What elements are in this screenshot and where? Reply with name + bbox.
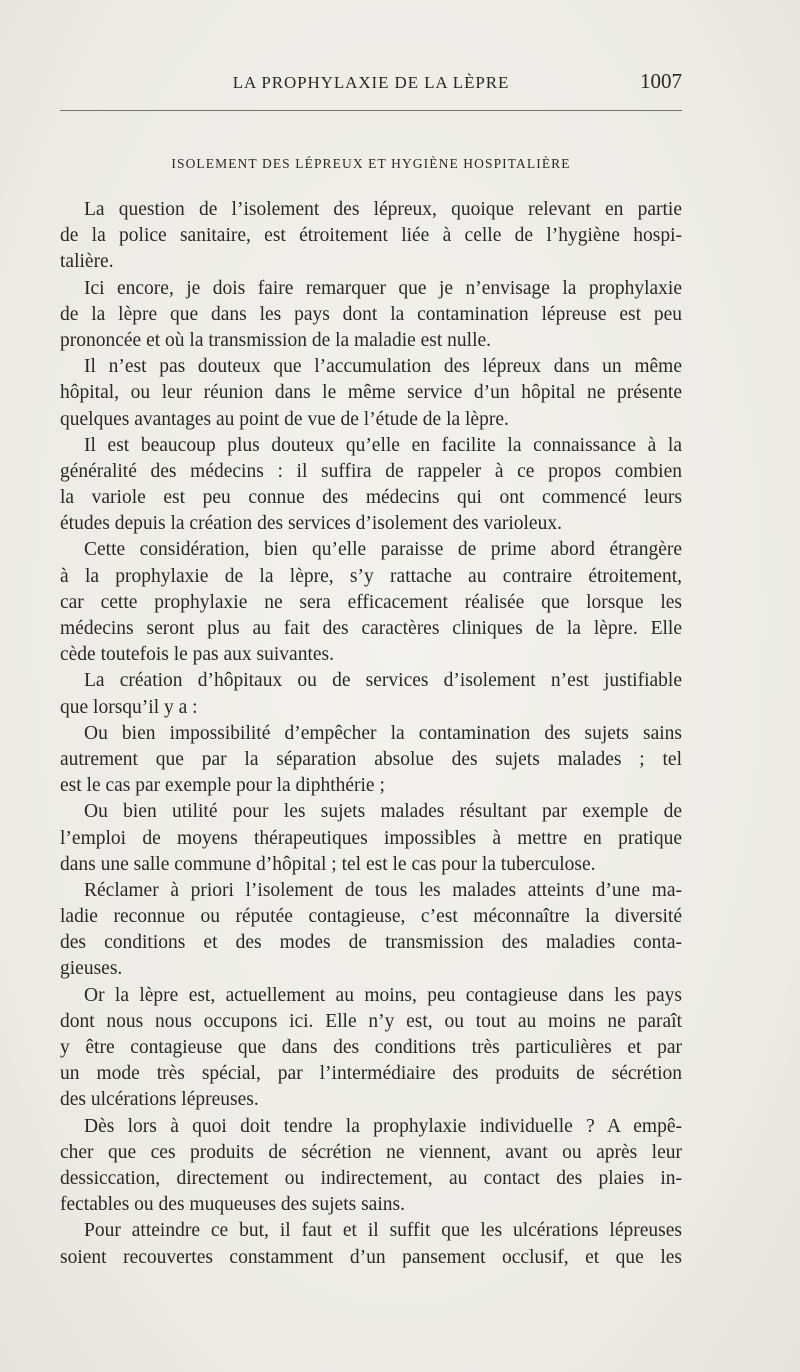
text-line: gieuses. — [60, 958, 123, 980]
text-line: la variole est peu connue des médecins qui ont commencé leurs — [60, 487, 682, 509]
text-line: car cette prophylaxie ne sera efficacement réalisée que lorsque les — [60, 591, 682, 613]
text-line: études depuis la création des services d’isolement des varioleux. — [60, 513, 562, 535]
text-line: dans une salle commune d’hôpital ; tel est le cas pour la tuberculose. — [60, 853, 596, 875]
text-line: La question de l’isolement des lépreux, quoique relevant en partie — [84, 199, 682, 220]
text-line: l’emploi de moyens thérapeutiques impossibles à mettre en pratique — [60, 827, 682, 849]
text-line: quelques avantages au point de vue de l’étude de la lèpre. — [60, 408, 509, 430]
text-line: de la police sanitaire, est étroitement liée à celle de l’hygiène hospi- — [60, 225, 682, 247]
text-line: La création d’hôpitaux ou de services d’isolement n’est justifiable — [84, 670, 682, 692]
text-line: des ulcérations lépreuses. — [60, 1089, 259, 1111]
text-line: que lorsqu’il y a : — [60, 696, 198, 718]
text-line: Dès lors à quoi doit tendre la prophylaxie individuelle ? A empê- — [84, 1115, 682, 1137]
text-line: prononcée et où la transmission de la maladie est nulle. — [60, 329, 492, 351]
section-heading: ISOLEMENT DES LÉPREUX ET HYGIÈNE HOSPITALIÈRE — [171, 156, 571, 171]
text-line: soient recouvertes constamment d’un pansement occlusif, et que les — [60, 1246, 682, 1268]
text-line: fectables ou des muqueuses des sujets sains. — [60, 1194, 405, 1216]
running-title: LA PROPHYLAXIE DE LA LÈPRE — [232, 73, 510, 92]
text-line: Pour atteindre ce but, il faut et il suffit que les ulcérations lépreuses — [84, 1220, 682, 1242]
text-line: hôpital, ou leur réunion dans le même service d’un hôpital ne présente — [60, 382, 682, 404]
text-line: de la lèpre que dans les pays dont la contamination lépreuse est peu — [60, 303, 682, 325]
text-line: talière. — [60, 251, 114, 273]
text-line: dessiccation, directement ou indirectement, au contact des plaies in- — [60, 1167, 682, 1189]
body-text — [60, 197, 682, 1271]
text-line: à la prophylaxie de la lèpre, s’y rattache au contraire étroitement, — [60, 565, 682, 587]
text-line: Ou bien utilité pour les sujets malades résultant par exemple de — [84, 801, 682, 823]
text-line: cède toutefois le pas aux suivantes. — [60, 644, 334, 666]
text-line: dont nous nous occupons ici. Elle n’y est, ou tout au moins ne paraît — [60, 1010, 682, 1032]
text-line: médecins seront plus au fait des caractères cliniques de la lèpre. Elle — [60, 618, 682, 639]
header-rule — [60, 110, 682, 111]
text-line: y être contagieuse que dans des conditions très particulières et par — [60, 1037, 682, 1058]
text-line: généralité des médecins : il suffira de rappeler à ce propos combien — [60, 460, 682, 482]
text-line: Il n’est pas douteux que l’accumulation des lépreux dans un même — [84, 356, 682, 378]
text-line: Il est beaucoup plus douteux qu’elle en facilite la connaissance à la — [84, 434, 682, 456]
running-head — [60, 69, 682, 99]
text-line: Or la lèpre est, actuellement au moins, peu contagieuse dans les pays — [84, 984, 682, 1006]
text-line: ladie reconnue ou réputée contagieuse, c’est méconnaître la diversité — [60, 906, 682, 928]
text-line: Cette considération, bien qu’elle paraisse de prime abord étrangère — [84, 539, 682, 561]
text-line: un mode très spécial, par l’intermédiaire des produits de sécrétion — [60, 1063, 682, 1085]
text-line: est le cas par exemple pour la diphthérie ; — [60, 775, 385, 797]
page-number: 1007 — [640, 69, 682, 93]
text-line: des conditions et des modes de transmission des maladies conta- — [60, 932, 682, 954]
text-line: Réclamer à priori l’isolement de tous les malades atteints d’une ma- — [84, 879, 682, 901]
text-line: cher que ces produits de sécrétion ne viennent, avant ou après leur — [60, 1141, 682, 1163]
text-line: Ici encore, je dois faire remarquer que je n’envisage la prophylaxie — [84, 277, 682, 299]
text-line: Ou bien impossibilité d’empêcher la contamination des sujets sains — [84, 722, 682, 744]
text-line: autrement que par la séparation absolue des sujets malades ; tel — [60, 748, 682, 770]
